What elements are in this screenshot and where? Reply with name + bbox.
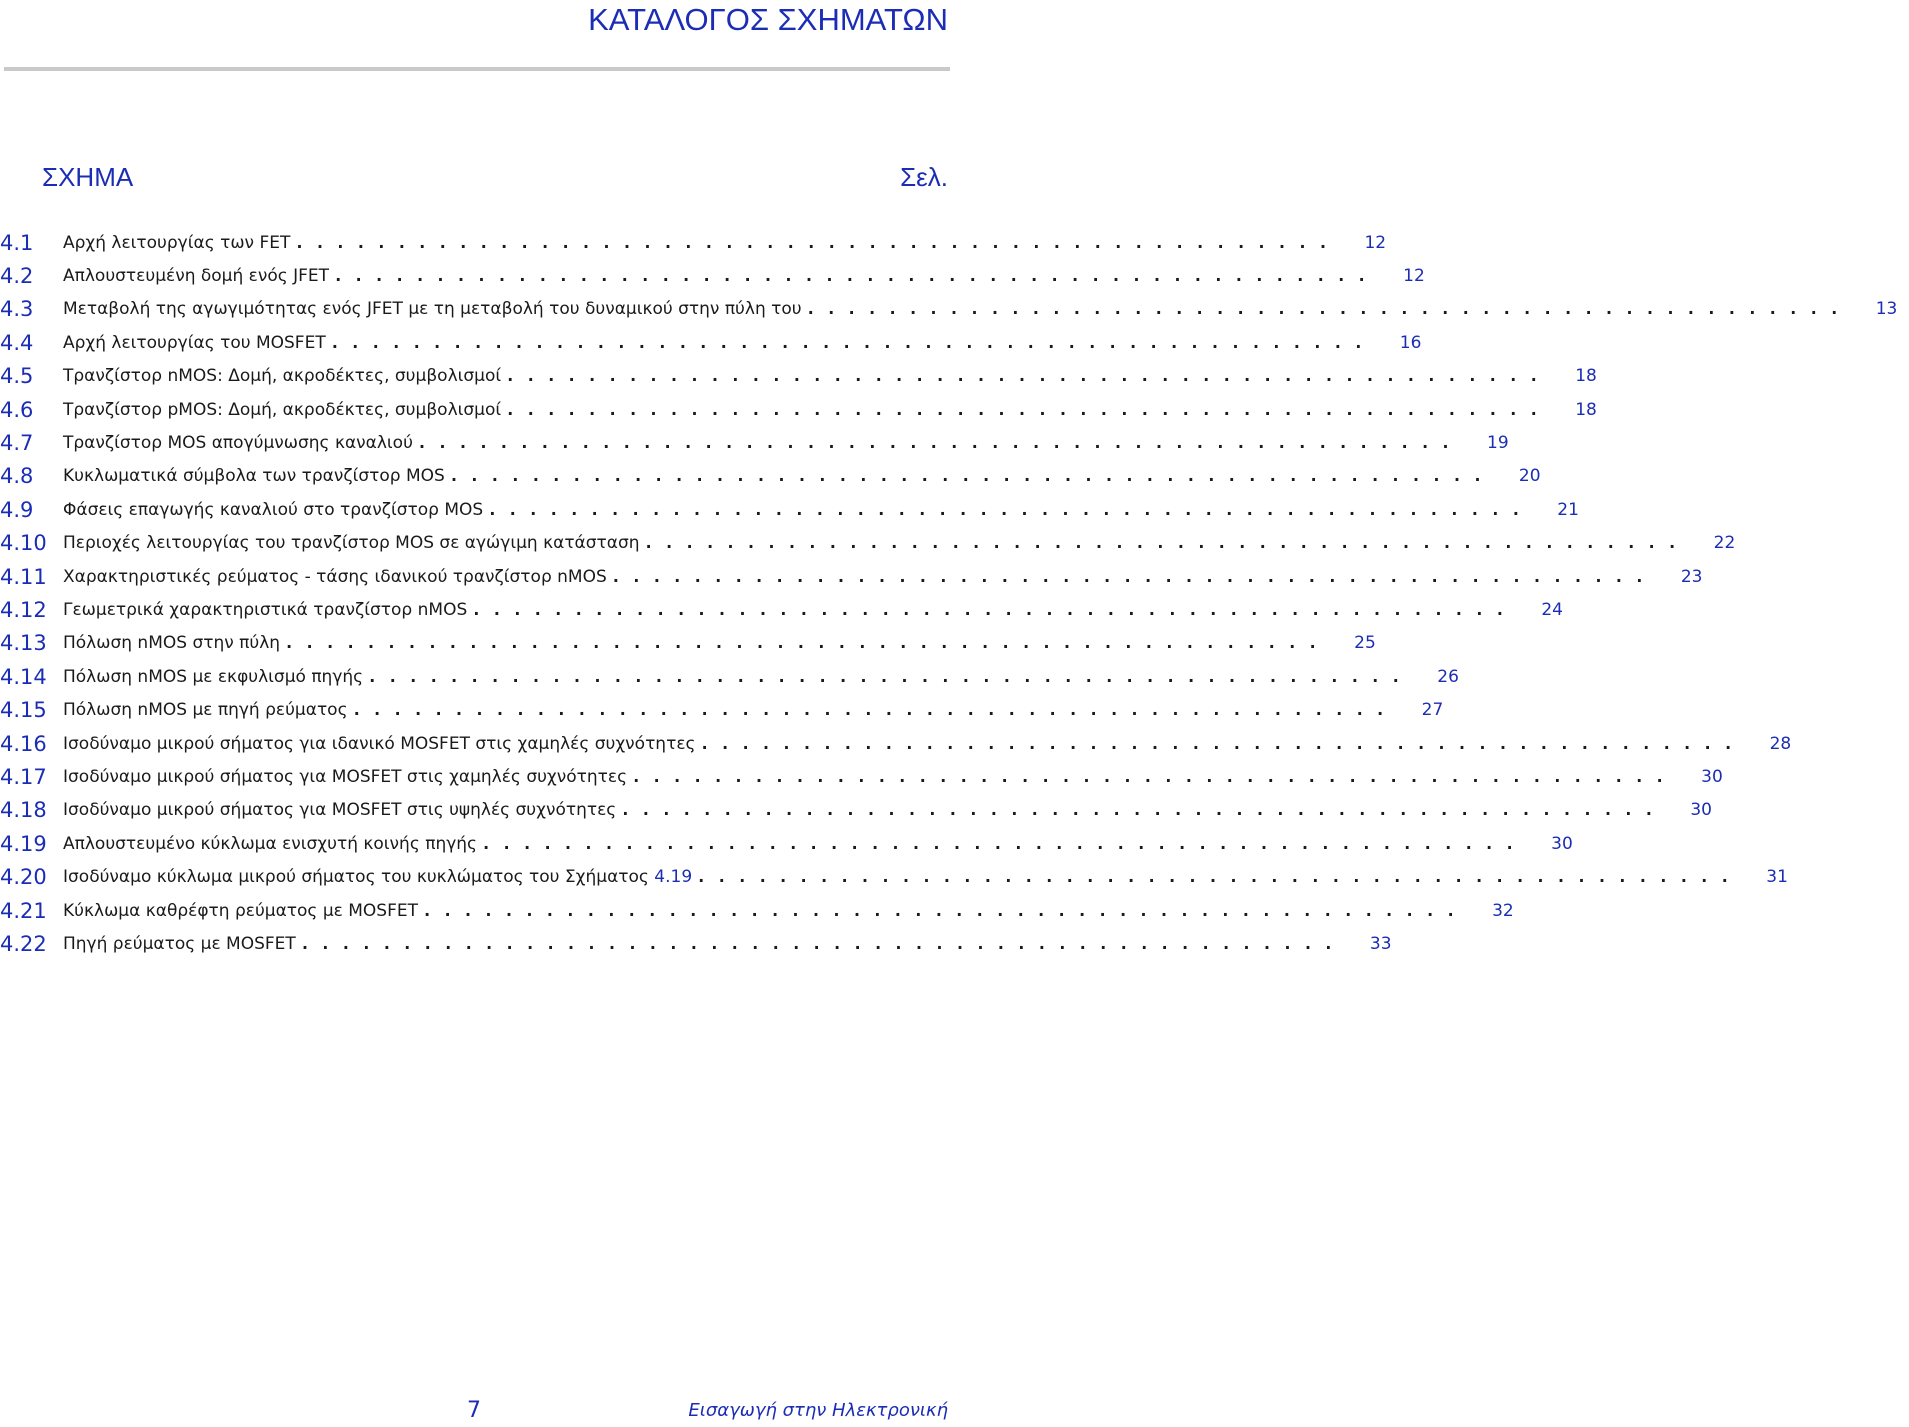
figure-title[interactable]: Φάσεις επαγωγής καναλιού στο τρανζίστορ MOS [63, 500, 487, 520]
figure-number[interactable]: 4.22 [0, 931, 47, 956]
toc-entry[interactable] [0, 326, 1422, 359]
page-number-link[interactable]: 24 [1541, 599, 1563, 620]
page-number-link[interactable]: 32 [1492, 900, 1514, 921]
figure-title[interactable]: Χαρακτηριστικές ρεύματος - τάσης ιδανικού τρανζίστορ nMOS [63, 567, 611, 587]
dot-leader: . . . . . . . . . . . . . . . . . . . . . . . . . . . . . . . . . . . . . . . . . . . . . . . . . . . [481, 833, 1515, 854]
toc-entry[interactable] [0, 927, 1392, 960]
figure-title[interactable]: Αρχή λειτουργίας των FET [63, 233, 294, 253]
dot-leader: . . . . . . . . . . . . . . . . . . . . . . . . . . . . . . . . . . . . . . . . . . . . . . . . . . . [610, 566, 1645, 587]
figure-title[interactable]: Τρανζίστορ pMOS: Δομή, ακροδέκτες, συμβολισμοί [63, 400, 505, 420]
toc-entry[interactable] [0, 627, 1376, 660]
figure-title[interactable] [63, 867, 696, 887]
dot-leader: . . . . . . . . . . . . . . . . . . . . . . . . . . . . . . . . . . . . . . . . . . . . . . . . . . . [351, 700, 1386, 721]
figure-number[interactable]: 4.18 [0, 798, 47, 823]
page-number-link[interactable]: 13 [1875, 299, 1898, 320]
figure-cross-reference[interactable]: 4.19 [654, 867, 693, 888]
title-divider [4, 67, 950, 71]
page-title: ΚΑΤΑΛΟΓΟΣ ΣΧΗΜΑΤΩΝ [588, 2, 948, 37]
figure-number[interactable]: 4.16 [0, 731, 47, 756]
page-number-link[interactable]: 19 [1487, 433, 1509, 454]
figure-number[interactable]: 4.10 [0, 531, 47, 556]
dot-leader: . . . . . . . . . . . . . . . . . . . . . . . . . . . . . . . . . . . . . . . . . . . . . . . . . . . [696, 867, 1730, 888]
figure-number[interactable]: 4.1 [0, 230, 34, 255]
page-number-link[interactable]: 22 [1713, 533, 1736, 554]
page-number-link[interactable]: 33 [1369, 933, 1392, 954]
dot-leader: . . . . . . . . . . . . . . . . . . . . . . . . . . . . . . . . . . . . . . . . . . . . . . . . . . . [416, 433, 1451, 454]
dot-leader: . . . . . . . . . . . . . . . . . . . . . . . . . . . . . . . . . . . . . . . . . . . . . . . . . . . [333, 266, 1367, 287]
toc-entry[interactable] [0, 660, 1459, 693]
list-of-figures [0, 226, 1898, 961]
toc-entry[interactable] [0, 794, 1712, 827]
figure-title[interactable]: Μεταβολή της αγωγιμότητας ενός JFET με τη μεταβολή του δυναμικού στην πύλη του [63, 299, 806, 319]
figure-number[interactable]: 4.9 [0, 497, 34, 522]
figure-number[interactable]: 4.13 [0, 631, 47, 656]
dot-leader: . . . . . . . . . . . . . . . . . . . . . . . . . . . . . . . . . . . . . . . . . . . . . . . . . . . [699, 733, 1734, 754]
page-number-link[interactable]: 12 [1364, 232, 1387, 253]
figure-number[interactable]: 4.3 [0, 297, 34, 322]
dot-leader: . . . . . . . . . . . . . . . . . . . . . . . . . . . . . . . . . . . . . . . . . . . . . . . . . . . [367, 666, 1401, 687]
footer-page-number: 7 [467, 1398, 481, 1423]
dot-leader: . . . . . . . . . . . . . . . . . . . . . . . . . . . . . . . . . . . . . . . . . . . . . . . . . . . [421, 900, 1456, 921]
figure-title[interactable]: Πόλωση nMOS στην πύλη [63, 633, 284, 653]
toc-entry[interactable] [0, 460, 1541, 493]
page-number-link[interactable]: 20 [1518, 466, 1541, 487]
toc-entry[interactable] [0, 760, 1723, 793]
figure-number[interactable]: 4.8 [0, 464, 34, 489]
page-number-link[interactable]: 23 [1680, 566, 1703, 587]
figure-title-text: Ισοδύναμο κύκλωμα μικρού σήματος του κυκλώματος του Σχήματος [63, 867, 649, 888]
figure-title[interactable]: Τρανζίστορ nMOS: Δομή, ακροδέκτες, συμβολισμοί [63, 366, 505, 386]
figure-number[interactable]: 4.21 [0, 898, 47, 923]
toc-entry[interactable] [0, 860, 1788, 893]
page-number-link[interactable]: 18 [1575, 399, 1597, 420]
page-number-link[interactable]: 30 [1690, 800, 1712, 821]
figure-title[interactable]: Απλουστευμένη δομή ενός JFET [63, 266, 333, 286]
page-number-link[interactable]: 27 [1421, 700, 1444, 721]
page-number-link[interactable]: 26 [1437, 666, 1459, 687]
figure-number[interactable]: 4.15 [0, 698, 47, 723]
figure-column-heading: ΣΧΗΜΑ [42, 162, 134, 192]
figure-number[interactable]: 4.2 [0, 264, 34, 289]
page-number-link[interactable]: 30 [1551, 833, 1573, 854]
figure-number[interactable]: 4.12 [0, 597, 47, 622]
figure-number[interactable]: 4.19 [0, 831, 47, 856]
figure-number[interactable]: 4.20 [0, 865, 47, 890]
dot-leader: . . . . . . . . . . . . . . . . . . . . . . . . . . . . . . . . . . . . . . . . . . . . . . . . . . . [448, 466, 1483, 487]
page-number-link[interactable]: 30 [1701, 766, 1723, 787]
toc-entry[interactable] [0, 393, 1597, 426]
toc-entry[interactable] [0, 560, 1703, 593]
figure-title[interactable]: Πόλωση nMOS με εκφυλισμό πηγής [63, 667, 367, 687]
footer-book-title: Εισαγωγή στην Ηλεκτρονική [688, 1400, 948, 1421]
figure-number[interactable]: 4.11 [0, 564, 47, 589]
dot-leader: . . . . . . . . . . . . . . . . . . . . . . . . . . . . . . . . . . . . . . . . . . . . . . . . . . . [643, 533, 1678, 554]
toc-entry[interactable] [0, 426, 1509, 459]
toc-entry[interactable] [0, 527, 1736, 560]
figure-title[interactable]: Περιοχές λειτουργίας του τρανζίστορ MOS σε αγώγιμη κατάσταση [63, 533, 644, 553]
toc-entry[interactable] [0, 593, 1563, 626]
toc-entry[interactable] [0, 493, 1579, 526]
dot-leader: . . . . . . . . . . . . . . . . . . . . . . . . . . . . . . . . . . . . . . . . . . . . . . . . . . . [505, 399, 1539, 420]
page-number-link[interactable]: 21 [1557, 499, 1579, 520]
toc-entry[interactable] [0, 827, 1573, 860]
page-number-link[interactable]: 16 [1399, 332, 1422, 353]
dot-leader: . . . . . . . . . . . . . . . . . . . . . . . . . . . . . . . . . . . . . . . . . . . . . . . . . . . [299, 933, 1334, 954]
page-number-link[interactable]: 25 [1354, 633, 1376, 654]
figure-title[interactable]: Αρχή λειτουργίας του MOSFET [63, 333, 330, 353]
toc-entry[interactable] [0, 259, 1425, 292]
toc-entry[interactable] [0, 226, 1387, 259]
figure-title[interactable]: Ισοδύναμο μικρού σήματος για MOSFET στις χαμηλές συχνότητες [63, 767, 631, 787]
figure-number[interactable]: 4.7 [0, 431, 34, 456]
figure-title[interactable]: Πόλωση nMOS με πηγή ρεύματος [63, 700, 352, 720]
dot-leader: . . . . . . . . . . . . . . . . . . . . . . . . . . . . . . . . . . . . . . . . . . . . . . . . . . . [471, 599, 1505, 620]
figure-title[interactable]: Τρανζίστορ MOS απογύμνωσης καναλιού [63, 433, 417, 453]
page-number-link[interactable]: 18 [1575, 366, 1597, 387]
figure-title[interactable]: Πηγή ρεύματος με MOSFET [63, 934, 300, 954]
page-column-heading: Σελ. [900, 162, 948, 192]
toc-entry[interactable] [0, 727, 1792, 760]
dot-leader: . . . . . . . . . . . . . . . . . . . . . . . . . . . . . . . . . . . . . . . . . . . . . . . . . . . [620, 800, 1654, 821]
figure-number[interactable]: 4.4 [0, 330, 34, 355]
toc-entry[interactable] [0, 693, 1444, 726]
figure-number[interactable]: 4.14 [0, 664, 47, 689]
toc-entry[interactable] [0, 293, 1898, 326]
figure-title[interactable]: Απλουστευμένο κύκλωμα ενισχυτή κοινής πηγής [63, 834, 481, 854]
figure-title[interactable]: Κυκλωματικά σύμβολα των τρανζίστορ MOS [63, 466, 449, 486]
page-number-link[interactable]: 12 [1403, 266, 1425, 287]
figure-title[interactable]: Ισοδύναμο μικρού σήματος για MOSFET στις υψηλές συχνότητες [63, 800, 620, 820]
dot-leader: . . . . . . . . . . . . . . . . . . . . . . . . . . . . . . . . . . . . . . . . . . . . . . . . . . . [329, 332, 1364, 353]
dot-leader: . . . . . . . . . . . . . . . . . . . . . . . . . . . . . . . . . . . . . . . . . . . . . . . . . . . [487, 499, 1521, 520]
dot-leader: . . . . . . . . . . . . . . . . . . . . . . . . . . . . . . . . . . . . . . . . . . . . . . . . . . . [294, 232, 1329, 253]
dot-leader: . . . . . . . . . . . . . . . . . . . . . . . . . . . . . . . . . . . . . . . . . . . . . . . . . . . [805, 299, 1840, 320]
figure-title[interactable]: Κύκλωμα καθρέφτη ρεύματος με MOSFET [63, 901, 422, 921]
page-number-link[interactable]: 28 [1769, 733, 1792, 754]
figure-number[interactable]: 4.5 [0, 364, 34, 389]
dot-leader: . . . . . . . . . . . . . . . . . . . . . . . . . . . . . . . . . . . . . . . . . . . . . . . . . . . [284, 633, 1318, 654]
dot-leader: . . . . . . . . . . . . . . . . . . . . . . . . . . . . . . . . . . . . . . . . . . . . . . . . . . . [631, 766, 1665, 787]
dot-leader: . . . . . . . . . . . . . . . . . . . . . . . . . . . . . . . . . . . . . . . . . . . . . . . . . . . [505, 366, 1539, 387]
figure-number[interactable]: 4.6 [0, 397, 34, 422]
toc-entry[interactable] [0, 894, 1514, 927]
page-number-link[interactable]: 31 [1766, 867, 1788, 888]
figure-title[interactable]: Γεωμετρικά χαρακτηριστικά τρανζίστορ nMOS [63, 600, 471, 620]
figure-title[interactable]: Ισοδύναμο μικρού σήματος για ιδανικό MOSFET στις χαμηλές συχνότητες [63, 734, 700, 754]
figure-number[interactable]: 4.17 [0, 764, 47, 789]
toc-entry[interactable] [0, 360, 1597, 393]
